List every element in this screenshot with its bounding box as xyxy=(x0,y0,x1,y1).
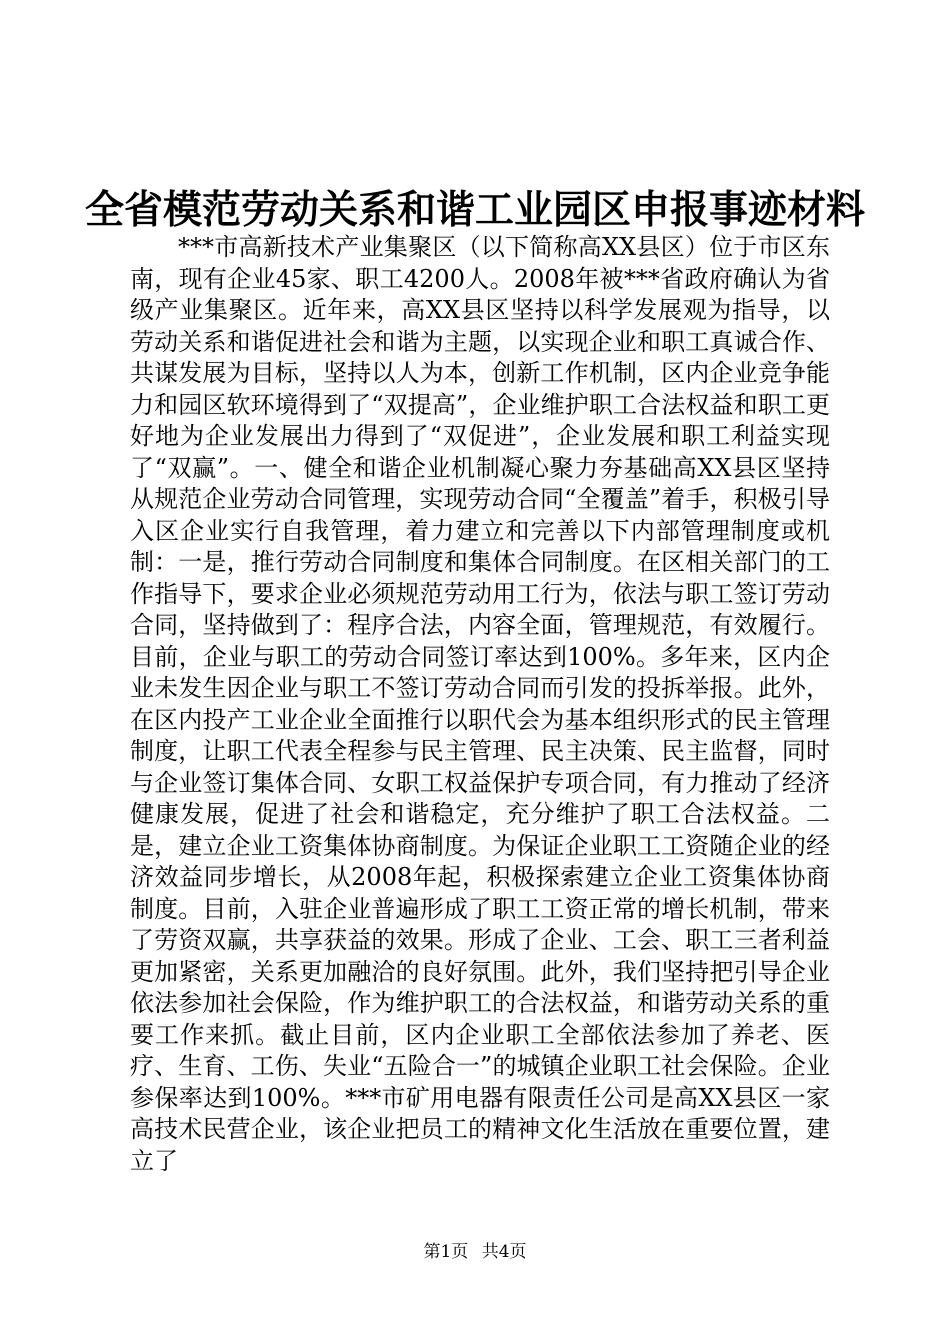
document-title: 全省模范劳动关系和谐工业园区申报事迹材料 xyxy=(84,187,865,233)
page-number: 第1页 xyxy=(423,1242,469,1262)
page-total: 共4页 xyxy=(481,1242,527,1262)
page-footer xyxy=(0,1240,950,1264)
document-body: ***市高新技术产业集聚区（以下简称高XX县区）位于市区东南，现有企业45家、职工4200人。2008年被***省政府确认为省级产业集聚区。近年来，高XX县区坚持以科学发展观为指导，以劳动关系和谐促进社会和谐为主题，以实现企业和职工真诚合作、共谋发展为目标，坚持以人为本，创新工作机制，区内企业竞争能力和园区软环境得到了“双提高”，企业维护职工合法权益和职工更好地为企业发展出力得到了“双促进”，企业发展和职工利益实现了“双赢”。一、健全和谐企业机制凝心聚力夯基础高XX县区坚持从规范企业劳动合同管理，实现劳动合同“全覆盖”着手，积极引导入区企业实行自我管理，着力建立和完善以下内部管理制度或机制：一是，推行劳动合同制度和集体合同制度。在区相关部门的工作指导下，要求企业必须规范劳动用工行为，依法与职工签订劳动合同，坚持做到了：程序合法，内容全面，管理规范，有效履行。目前，企业与职工的劳动合同签订率达到100%。多年来，区内企业未发生因企业与职工不签订劳动合同而引发的投拆举报。此外，在区内投产工业企业全面推行以职代会为基本组织形式的民主管理制度，让职工代表全程参与民主管理、民主决策、民主监督，同时与企业签订集体合同、女职工权益保护专项合同，有力推动了经济健康发展，促进了社会和谐稳定，充分维护了职工合法权益。二是，建立企业工资集体协商制度。为保证企业职工工资随企业的经济效益同步增长，从2008年起，积极探索建立企业工资集体协商制度。目前，入驻企业普遍形成了职工工资正常的增长机制，带来了劳资双赢，共享获益的效果。形成了企业、工会、职工三者利益更加紧密，关系更加融洽的良好氛围。此外，我们坚持把引导企业依法参加社会保险，作为维护职工的合法权益，和谐劳动关系的重要工作来抓。截止目前，区内企业职工全部依法参加了养老、医疗、生育、工伤、失业“五险合一”的城镇企业职工社会保险。企业参保率达到100%。***市矿用电器有限责任公司是高XX县区一家高技术民营企业，该企业把员工的精神文化生活放在重要位置，建立了 xyxy=(130,233,830,1175)
